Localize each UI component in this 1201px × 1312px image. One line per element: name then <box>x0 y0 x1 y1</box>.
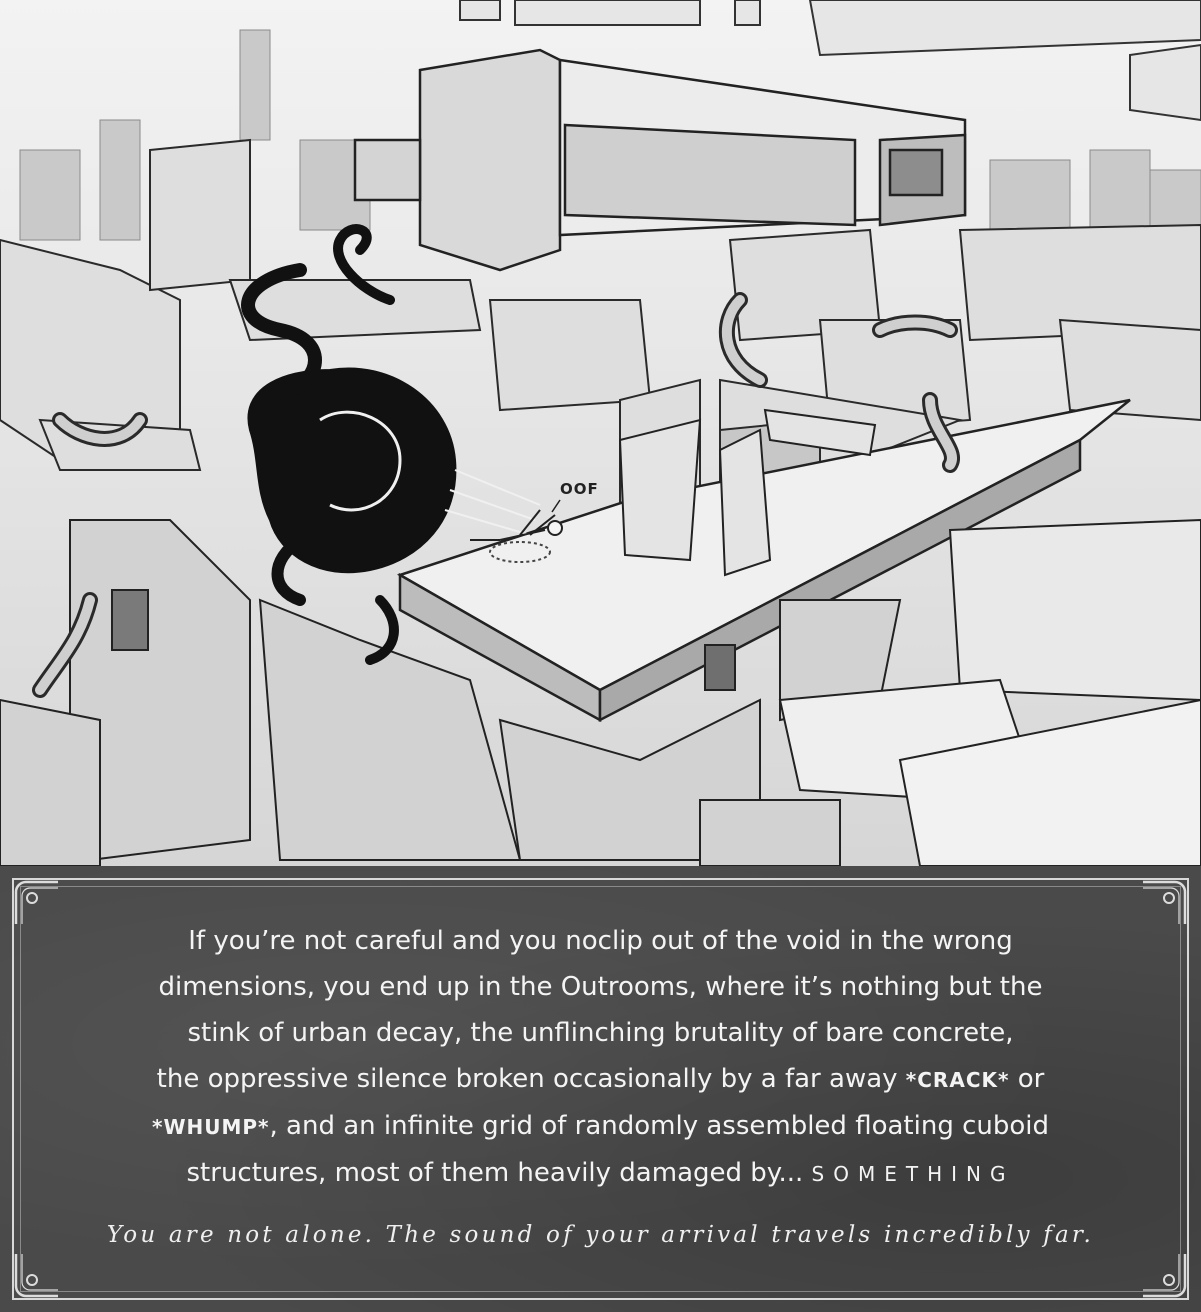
caption-line-5-text: , and an infinite grid of randomly assembled floating cuboid <box>269 1111 1049 1141</box>
caption-line-6-text: structures, most of them heavily damaged by... <box>186 1158 812 1188</box>
caption-line-3: stink of urban decay, the unflinching brutality of bare concrete, <box>187 1018 1014 1048</box>
caption-line-1: If you’re not careful and you noclip out of the void in the wrong <box>188 926 1013 956</box>
caption-line-4-text: the oppressive silence broken occasionally by a far away <box>156 1064 906 1094</box>
caption-line-5 <box>60 1103 1141 1150</box>
corner-ornament-top-left <box>14 880 60 926</box>
caption-body <box>60 918 1141 1197</box>
whump-sound-effect: *WHUMP* <box>151 1115 270 1139</box>
something-emphasis: SOMETHING <box>811 1162 1015 1186</box>
caption-line-6 <box>60 1150 1141 1197</box>
caption-panel <box>0 866 1201 1312</box>
oof-sound-effect: OOF <box>560 480 599 498</box>
corner-ornament-bottom-left <box>14 1252 60 1298</box>
corner-ornament-bottom-right <box>1141 1252 1187 1298</box>
caption-line-4-tail: or <box>1009 1064 1045 1094</box>
corner-ornament-top-right <box>1141 880 1187 926</box>
crack-sound-effect: *CRACK* <box>905 1068 1010 1092</box>
caption-footer: You are not alone. The sound of your arrival travels incredibly far. <box>106 1222 1095 1248</box>
caption-line-4 <box>60 1056 1141 1103</box>
caption-line-2: dimensions, you end up in the Outrooms, where it’s nothing but the <box>158 972 1043 1002</box>
